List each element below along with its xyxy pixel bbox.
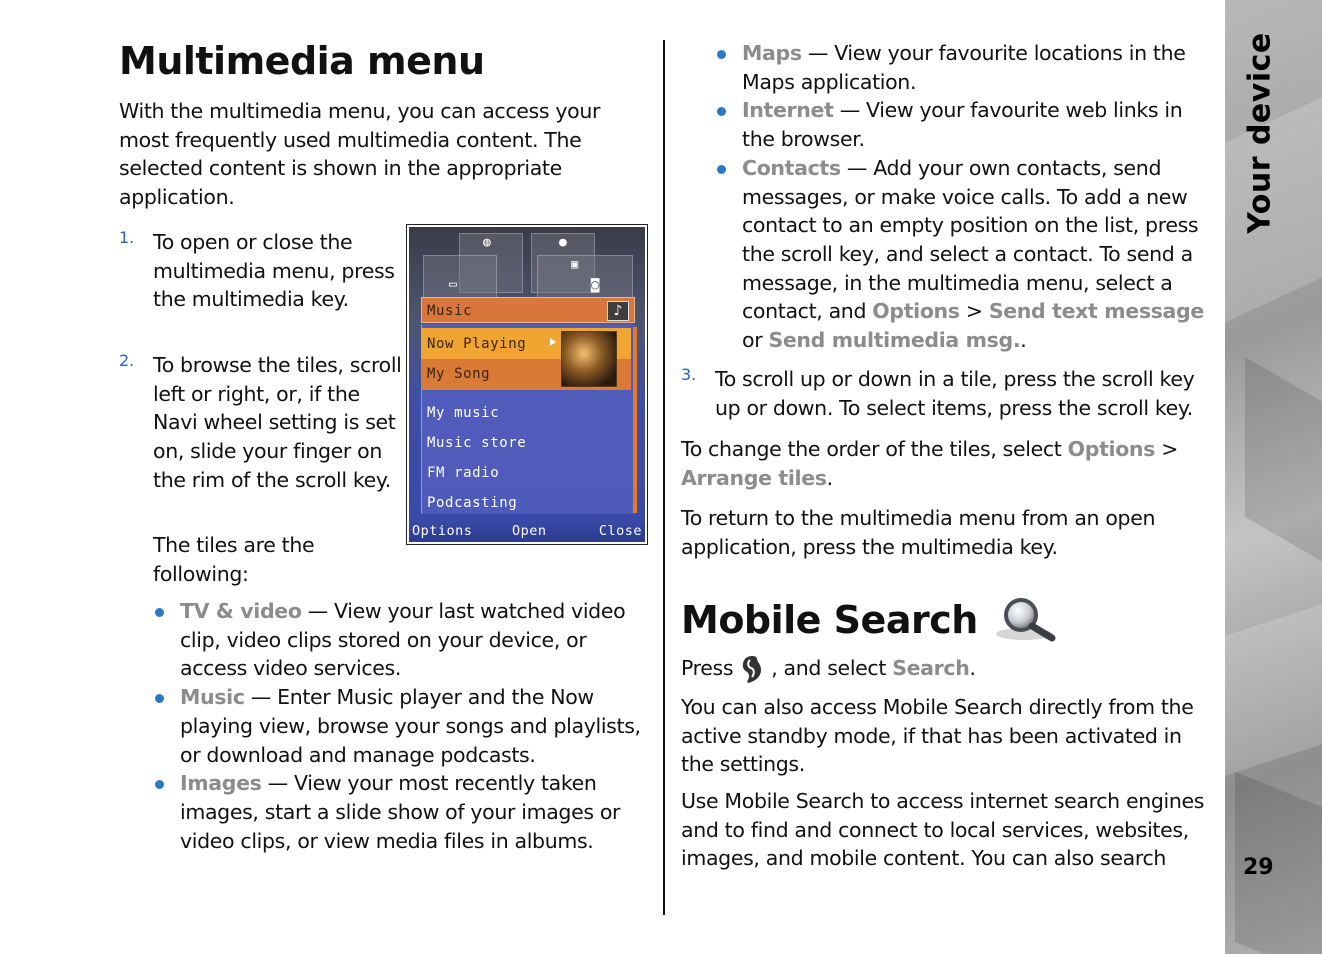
section-label: Your device	[1242, 31, 1278, 234]
page-number: 29	[1243, 855, 1274, 880]
tile-name: TV & video	[180, 599, 302, 623]
tile-list	[119, 597, 653, 855]
list-item: Music — Enter Music player and the Now playing view, browse your songs and playlists, or download and manage podcasts.	[119, 683, 653, 769]
globe-icon: ◍	[483, 235, 492, 250]
album-art	[561, 331, 617, 387]
menu-item[interactable]: My music	[427, 405, 500, 421]
contact-icon: ●	[559, 235, 568, 250]
column-divider	[663, 40, 665, 915]
multimedia-menu-screenshot	[406, 224, 648, 545]
play-arrow-icon	[550, 338, 556, 346]
tile-desc: View your favourite web links in the browser.	[742, 98, 1183, 152]
menu-header-label: Music	[427, 303, 473, 319]
tile-name: Music	[180, 685, 245, 710]
image-icon: ▭	[449, 277, 458, 292]
menu-item[interactable]: Music store	[427, 435, 527, 451]
list-item: Internet — View your favourite web links in the browser.	[681, 96, 1215, 153]
tile-desc: View your most recently taken images, start a slide show of your images or video clips, or view media files in albums.	[180, 771, 621, 853]
step-2	[119, 351, 403, 495]
tile-name: Contacts	[742, 155, 841, 180]
step-3	[681, 365, 1213, 422]
step-text: To scroll up or down in a tile, press the scroll key up or down. To select items, press the scroll key.	[715, 367, 1195, 420]
ui-options: Options	[872, 299, 960, 324]
ui-send-text-message: Send text message	[988, 299, 1204, 324]
ui-search: Search	[892, 656, 970, 680]
standby-paragraph: You can also access Mobile Search directly from the active standby mode, if that has been activated in the settings.	[681, 695, 1194, 777]
bullet-icon	[155, 608, 164, 617]
menu-item[interactable]: Podcasting	[427, 495, 518, 511]
arrange-paragraph: To change the order of the tiles, select Options > Arrange tiles.	[681, 437, 1179, 490]
video-icon: ▣	[571, 257, 579, 271]
phone-screen	[409, 227, 645, 542]
tile-name: Images	[180, 771, 262, 796]
softkey-open[interactable]: Open	[512, 523, 547, 539]
bullet-icon	[717, 107, 726, 116]
menu-key-icon	[739, 654, 765, 684]
step-number: 3.	[681, 365, 697, 384]
magnifier-icon	[994, 596, 1058, 644]
tile-desc: Enter Music player and the Now playing view, browse your songs and playlists, or download and manage podcasts.	[180, 685, 641, 767]
ui-send-multimedia-msg: Send multimedia msg.	[768, 328, 1021, 353]
section-title-multimedia-menu: Multimedia menu	[119, 39, 485, 83]
menu-item[interactable]: FM radio	[427, 465, 500, 481]
bullet-icon	[155, 780, 164, 789]
tile-desc: View your favourite locations in the Maps application.	[742, 41, 1186, 94]
list-item: Maps — View your favourite locations in the Maps application.	[681, 39, 1215, 96]
tiles-note: The tiles are the following:	[153, 533, 315, 586]
step-text: To browse the tiles, scroll left or right, or, if the Navi wheel setting is set on, slide your finger on the rim of the scroll key.	[153, 353, 402, 492]
list-item: Contacts — Add your own contacts, send messages, or make voice calls. To add a new contact to an empty position on the list, press the scroll key, and select a contact. To send a message, in the multimedia menu, select a contact, and Options > Send text message or Send multimedia msg..	[681, 154, 1215, 355]
tile-desc: Add your own contacts, send messages, or make voice calls. To add a new contact to an empty position on the list, press the scroll key, and select a contact. To send a message, in the multimedia menu, select a contact, and	[742, 155, 1199, 324]
list-item: Images — View your most recently taken images, start a slide show of your images or video clips, or view media files in albums.	[119, 769, 653, 855]
tile-name: Maps	[742, 41, 802, 65]
now-playing-label[interactable]: Now Playing	[427, 336, 527, 352]
list-item: TV & video — View your last watched video clip, video clips stored on your device, or access video services.	[119, 597, 653, 683]
bullet-icon	[155, 694, 164, 703]
intro-paragraph: With the multimedia menu, you can access your most frequently used multimedia content. The selected content is shown in the appropriate application.	[119, 99, 601, 210]
section-title-mobile-search: Mobile Search	[681, 598, 978, 642]
softkey-options[interactable]: Options	[412, 523, 473, 539]
return-paragraph: To return to the multimedia menu from an open application, press the multimedia key.	[681, 506, 1156, 559]
step-number: 2.	[119, 351, 135, 370]
press-paragraph: Press , and select Search.	[681, 654, 1213, 684]
softkey-close[interactable]: Close	[598, 523, 642, 539]
step-text: To open or close the multimedia menu, press the multimedia key.	[153, 230, 395, 312]
ui-arrange-tiles: Arrange tiles	[681, 465, 827, 490]
step-1	[119, 228, 403, 314]
tile-desc: View your last watched video clip, video clips stored on your device, or access video services.	[180, 599, 626, 681]
search-description-paragraph: Use Mobile Search to access internet search engines and to find and connect to local services, websites, images, and mobile content. You can also search	[681, 789, 1205, 871]
scrollbar[interactable]	[633, 327, 637, 513]
bullet-icon	[717, 50, 726, 59]
step-number: 1.	[119, 228, 135, 247]
song-label[interactable]: My Song	[427, 366, 491, 382]
mobile-search-heading	[681, 596, 1058, 644]
tile-list-continued	[681, 39, 1215, 355]
tile-name: Internet	[742, 98, 834, 123]
ui-options: Options	[1067, 437, 1156, 461]
bullet-icon	[717, 165, 726, 174]
music-note-icon: ♪	[607, 301, 629, 321]
camera-icon: ◙	[591, 277, 601, 293]
